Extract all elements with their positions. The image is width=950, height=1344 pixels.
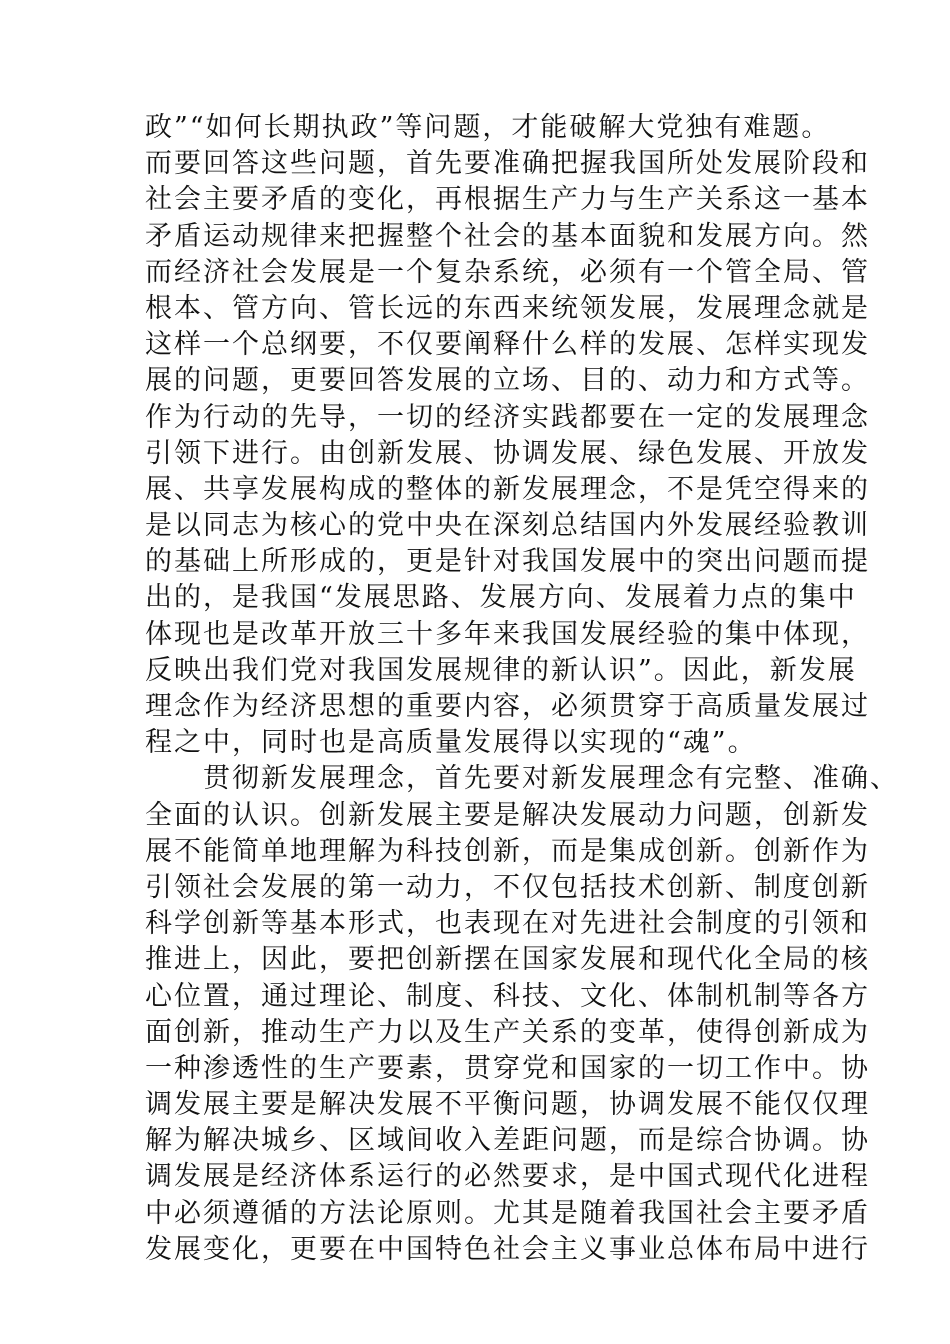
text-line-29: 解为解决城乡、区域间收入差距问题，而是综合协调。协 [145, 1125, 870, 1157]
text-line-26: 面创新，推动生产力以及生产关系的变革，使得创新成为 [145, 1016, 870, 1048]
text-line-3: 社会主要矛盾的变化，再根据生产力与生产关系这一基本 [145, 184, 870, 216]
text-line-5: 而经济社会发展是一个复杂系统，必须有一个管全局、管 [145, 256, 870, 288]
text-line-23: 科学创新等基本形式，也表现在对先进社会制度的引领和 [145, 908, 870, 940]
text-line-4: 矛盾运动规律来把握整个社会的基本面貌和发展方向。然 [145, 220, 870, 252]
text-line-27: 一种渗透性的生产要素，贯穿党和国家的一切工作中。协 [145, 1052, 870, 1084]
text-line-28: 调发展主要是解决发展不平衡问题，协调发展不能仅仅理 [145, 1089, 870, 1121]
text-line-15: 体现也是改革开放三十多年来我国发展经验的集中体现， [145, 618, 870, 650]
text-line-31: 中必须遵循的方法论原则。尤其是随着我国社会主要矛盾 [145, 1197, 870, 1229]
text-line-13: 的基础上所形成的，更是针对我国发展中的突出问题而提 [145, 546, 870, 578]
text-line-21: 展不能简单地理解为科技创新，而是集成创新。创新作为 [145, 835, 870, 867]
text-line-25: 心位置，通过理论、制度、科技、文化、体制机制等各方 [145, 980, 870, 1012]
text-line-12: 是以同志为核心的党中央在深刻总结国内外发展经验教训 [145, 510, 870, 542]
text-line-20: 全面的认识。创新发展主要是解决发展动力问题，创新发 [145, 799, 870, 831]
body-text [145, 110, 899, 1268]
text-line-6: 根本、管方向、管长远的东西来统领发展，发展理念就是 [145, 292, 870, 324]
text-line-17: 理念作为经济思想的重要内容，必须贯穿于高质量发展过 [145, 691, 870, 722]
text-line-2: 而要回答这些问题，首先要准确把握我国所处发展阶段和 [145, 148, 870, 180]
text-line-24: 推进上，因此，要把创新摆在国家发展和现代化全局的核 [145, 944, 870, 976]
text-line-1: 政”“如何长期执政”等问题，才能破解大党独有难题。 [145, 112, 831, 143]
text-line-8: 展的问题，更要回答发展的立场、目的、动力和方式等。 [145, 365, 870, 397]
text-line-9: 作为行动的先导，一切的经济实践都要在一定的发展理念 [145, 401, 870, 433]
text-line-16: 反映出我们党对我国发展规律的新认识”。因此，新发展 [145, 654, 857, 686]
text-line-10: 引领下进行。由创新发展、协调发展、绿色发展、开放发 [145, 437, 870, 469]
text-line-7: 这样一个总纲要，不仅要阐释什么样的发展、怎样实现发 [145, 329, 870, 361]
text-line-18: 程之中，同时也是高质量发展得以实现的“魂”。 [145, 727, 757, 759]
paragraph-start-line: 贯彻新发展理念，首先要对新发展理念有完整、准确、 [203, 763, 899, 795]
text-line-14: 出的，是我国“发展思路、发展方向、发展着力点的集中 [145, 582, 857, 614]
text-line-30: 调发展是经济体系运行的必然要求，是中国式现代化进程 [145, 1161, 870, 1193]
text-line-22: 引领社会发展的第一动力，不仅包括技术创新、制度创新 [145, 871, 870, 903]
text-line-32: 发展变化，更要在中国特色社会主义事业总体布局中进行 [145, 1233, 870, 1265]
text-line-11: 展、共享发展构成的整体的新发展理念，不是凭空得来的 [145, 473, 870, 505]
